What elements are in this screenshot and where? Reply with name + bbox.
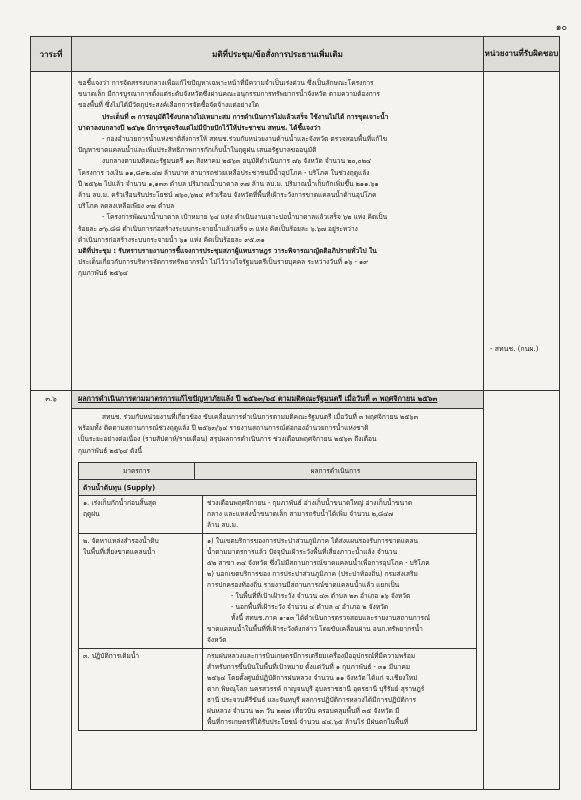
text-line: ร้อยละ ๙๖.๘๘ ดำเนินการก่อสร้างระบบกระจายน้ำแล้วเสร็จ ๓ แห่ง คิดเป็นร้อยละ ๖.๖๗ อยู่ระหว่าง <box>78 224 358 233</box>
text-line: ๓. ปฏิบัติการเติมน้ำ <box>83 651 140 660</box>
row-b-content <box>72 391 484 790</box>
text-line: ดำเนินการก่อสร้างระบบกระจายน้ำ ๖๑ แห่ง คิดเป็นร้อยละ ๙๕.๓๑ <box>78 235 265 244</box>
text-line: ปี ๒๕๖๒ ไปแล้ว จำนวน ๑,๑๓๓ ตำบล ปริมาณน้ำบาดาล ๓๗ ล้าน ลบ.ม. ปริมาณน้ำเก็บกักเพิ่มขึ้น ๒๑๑.๖๑ <box>78 179 379 188</box>
text-line: - กองอำนวยการน้ำแห่งชาติสั่งการให้ สทนช.ร่วมกับหน่วยงานด้านน้ำและจังหวัด ตรวจสอบพื้นที่แก้ไข <box>102 135 388 144</box>
text-line: ทั้งนี้ สทนช.ภาค ๑-๑๓ ได้ดำเนินการตรวจสอบและรายงานสถานการณ์ <box>231 613 431 622</box>
resolution-table <box>30 36 560 790</box>
text-line: - ในพื้นที่ที่เป้าเฝ้าระวัง จำนวน ๔๓ ตำบล ๒๓ อำเภอ ๑๖ จังหวัด <box>231 591 411 600</box>
text-line: ในพื้นที่เสี่ยงขาดแคลนน้ำ <box>83 547 156 556</box>
header-agenda-no: วาระที่ <box>31 37 72 71</box>
table-row <box>79 649 476 730</box>
text-line: ประเด็นเกี่ยวกับการบริหารจัดการทรัพยากรน้ำ ไม่ไว้วางใจรัฐมนตรีเป็นรายบุคคล ระหว่างวันที่ ๑๖ - ๑๙ <box>78 258 368 267</box>
issue-heading: ประเด็นที่ ๓ การอนุมัติใช้งบกลางไม่เหมาะสม การดำเนินการไม่แล้วเสร็จ ใช้งานไม่ได้ การขุดเจาะน้ำ <box>102 112 389 121</box>
text-line: - โครงการพัฒนาน้ำบาดาล เป้าหมาย ๖๔ แห่ง ดำเนินงานเจาะบ่อน้ำบาดาลแล้วเสร็จ ๖๒ แห่ง คิดเป็น <box>102 213 388 222</box>
issue-heading: บาดาลงบกลางปี ๒๕๖๒ มีการขุดจริงแต่ไม่มีป้ายปักไว้ให้ประชาชน สทนช. ได้ชี้แจงว่า <box>78 123 321 132</box>
category-supply: ด้านน้ำต้นทุน (Supply) <box>79 480 476 496</box>
text-line: การปกครองท้องถิ่น รายงานมีสถานการณ์ขาดแคลนน้ำแล้ว แยกเป็น <box>207 580 400 589</box>
text-line: ๕๒ สาขา ๓๔ จังหวัด ซึ่งไม่มีสถานการณ์ขาดแคลนน้ำเพื่อการอุปโภค - บริโภค <box>207 558 430 567</box>
text-line: ตาก พิษณุโลก นครสวรรค์ กาญจนบุรี อุบลราชธานี อุดรธานี บุรีรัมย์ สุราษฎร์ <box>207 684 425 693</box>
text-line: น้ำตามมาตรการแล้ว ปัจจุบันเฝ้าระวังพื้นที่เสี่ยงภาวะน้ำแล้ง จำนวน <box>207 547 398 556</box>
text-line: บริโภค ลดลงเหลือเพียง ๙๗ ตำบล <box>78 202 175 211</box>
row-a-content <box>72 72 484 390</box>
table-row <box>79 534 476 649</box>
table-row <box>31 72 559 391</box>
measure-cell <box>79 496 203 533</box>
header-result: ผลการดำเนินการ <box>310 467 361 476</box>
section-intro <box>72 409 483 460</box>
table-row <box>31 391 559 790</box>
text-line: ล้าน ลบ.ม. ครัวเรือนรับประโยชน์ ๗๖๐,๖๒๔ ครัวเรือน จังหวัดที่พื้นที่เฝ้าระวังการขาดแคลนน้ำด้านอุปโภค <box>78 191 377 200</box>
measures-table-header <box>79 463 476 480</box>
table-header <box>31 37 559 72</box>
measure-cell <box>79 649 203 730</box>
result-cell <box>203 496 476 533</box>
text-line: ปัญหาขาดแคลนน้ำและเพิ่มประสิทธิภาพการกักเก็บน้ำในฤดูฝน เสนอรัฐบาลขออนุมัติ <box>78 146 317 155</box>
text-line: ขนาดเล็ก มีการบูรณาการตั้งแต่ระดับจังหวัดซึ่งผ่านคณะอนุกรรมการทรัพยากรน้ำจังหวัด ตามความต้องการ <box>78 90 380 99</box>
text-line: สำหรับการขึ้นบินในพื้นที่เป้าหมาย ตั้งแต่วันที่ ๑ กุมภาพันธ์ - ๓๑ มีนาคม <box>207 662 411 671</box>
result-cell <box>203 649 476 730</box>
text-line: ฝนหลวง จำนวน ๒๓ วัน ๒๗๗ เที่ยวบิน ครอบคลุมพื้นที่ ๓๕ จังหวัด มี <box>207 706 400 715</box>
text-line: งบกลางตามมติคณะรัฐมนตรี ๑๓ สิงหาคม ๒๕๖๓ อนุมัติดำเนินการ ๗๖ จังหวัด จำนวน ๒๐,๐๒๔ <box>102 157 372 166</box>
text-line: ๑) ในเขตบริการของการประปาส่วนภูมิภาค ได้ส่งแผนรองรับการขาดแคลน <box>207 536 418 545</box>
resolution-heading: มติที่ประชุม : รับทราบรายงานการชี้แจงการประชุมสภาผู้แทนราษฎร วาระพิจารณาญัตติอภิปรายทั่วไป ใน <box>78 247 377 256</box>
text-line: ๑. เร่งเก็บกักน้ำก่อนสิ้นสุด <box>83 498 157 507</box>
result-cell <box>203 534 476 648</box>
table-row <box>79 496 476 534</box>
text-line: พร้อมทั้ง ติดตามสถานการณ์ช่วงฤดูแล้ง ปี ๒๕๖๓/๖๔ รายงานสถานการณ์ต่อกองอำนวยการน้ำแห่งชาติ <box>78 424 369 433</box>
text-line: เป็นระยะอย่างต่อเนื่อง (รายสัปดาห์/รายเดือน) สรุปผลการดำเนินการ ช่วงเดือนพฤศจิกายน ๒๕๖๓ ถึงเดือน <box>78 435 377 444</box>
text-line: กุมภาพันธ์ ๒๕๖๔ <box>78 269 128 278</box>
text-line: ของพื้นที่ ซึ่งไม่ได้มีวัตถุประสงค์เลือกการจัดซื้อจัดจ้างแต่อย่างใด <box>78 101 259 110</box>
agency-label: - สทนช. (กนผ.) <box>490 345 539 353</box>
text-line: ขาดแคลนน้ำในพื้นที่ที่เฝ้าระวังดังกล่าว โดยขับเคลื่อนผ่าน อนก.ทรัพยากรน้ำ <box>207 624 423 633</box>
row-a-agency-cell <box>484 72 559 390</box>
measure-cell <box>79 534 203 648</box>
text-line: ช่วงเดือนพฤศจิกายน - กุมภาพันธ์ อ่างเก็บน้ำขนาดใหญ่ อ่างเก็บน้ำขนาด <box>207 498 413 507</box>
text-line: จังหวัด <box>207 635 227 644</box>
header-resolution: มติที่ประชุม/ข้อสั่งการประธานเพิ่มเติม <box>72 37 484 71</box>
row-b-agency-cell <box>484 391 559 790</box>
header-agency: หน่วยงานที่รับผิดชอบ <box>484 48 559 58</box>
text-line: ล้าน ลบ.ม. <box>207 520 239 529</box>
text-line: ขอชี้แจงว่า การจัดสรรงบกลางเพื่อแก้ไขปัญหาเฉพาะหน้าที่มีความจำเป็นเร่งด่วน ซึ่งเป็นลักษณะโครงการ <box>78 79 374 87</box>
text-line: ฤดูฝน <box>83 509 100 518</box>
text-line: - นอกพื้นที่เฝ้าระวัง จำนวน ๔ ตำบล ๔ อำเภอ ๒ จังหวัด <box>231 602 389 611</box>
measures-table <box>78 462 477 731</box>
page-number: ๑๐ <box>555 23 567 33</box>
text-line: กุมภาพันธ์ ๒๕๖๔ ดังนี้ <box>78 446 142 455</box>
text-line: ๒๕๖๔ โดยตั้งศูนย์ปฏิบัติการฝนหลวง จำนวน ๑๑ จังหวัด ได้แก่ จ.เชียงใหม่ <box>207 673 418 682</box>
section-title: ผลการดำเนินการตามมาตรการแก้ไขปัญหาภัยแล้ง ปี ๒๕๖๓/๖๔ ตามมติคณะรัฐมนตรี เมื่อวันที่ ๓ พฤศจิกายน ๒๕๖๓ <box>72 391 483 409</box>
agenda-number: ๓.๖ <box>31 391 72 790</box>
text-line: กลาง และแหล่งน้ำขนาดเล็ก สามารถรับน้ำได้เพิ่ม จำนวน ๒,๘๔๗ <box>207 509 394 518</box>
text-line: สทนช. ร่วมกับหน่วยงานที่เกี่ยวข้อง ขับเคลื่อนการดำเนินการตามมติคณะรัฐมนตรี เมื่อวันที่ ๓ พฤศจิกายน ๒๕๖๓ <box>102 413 419 421</box>
text-line: กรมฝนหลวงและการบินเกษตรมีการเตรียมเครื่องมืออุปกรณ์ที่มีความพร้อม <box>207 651 416 660</box>
text-line: ๒) นอกเขตบริการของ การประปาส่วนภูมิภาค (ประปาท้องถิ่น) กรมส่งเสริม <box>207 569 418 578</box>
row-a-number-cell <box>31 72 72 390</box>
text-line: ธานี ประจวบคีรีขันธ์ และจันทบุรี ผลการปฏิบัติการหลวงได้มีการปฏิบัติการ <box>207 695 417 704</box>
header-measure: มาตรการ <box>79 463 195 479</box>
text-line: พื้นที่การเกษตรที่ได้รับประโยชน์ จำนวน ๔๔.๖๕ ล้านไร่ มีฝนตกในพื้นที่ <box>207 717 409 726</box>
text-line: โครงการ วงเงิน ๑๑,๘๙๒.๔๗ ล้านบาท สามารถช่วยเหลือประชาชนมีน้ำอุปโภค - บริโภค ในช่วงฤดูแล้ง <box>78 168 370 177</box>
text-line: ๒. จัดหาแหล่งสำรองน้ำดิบ <box>83 536 159 545</box>
